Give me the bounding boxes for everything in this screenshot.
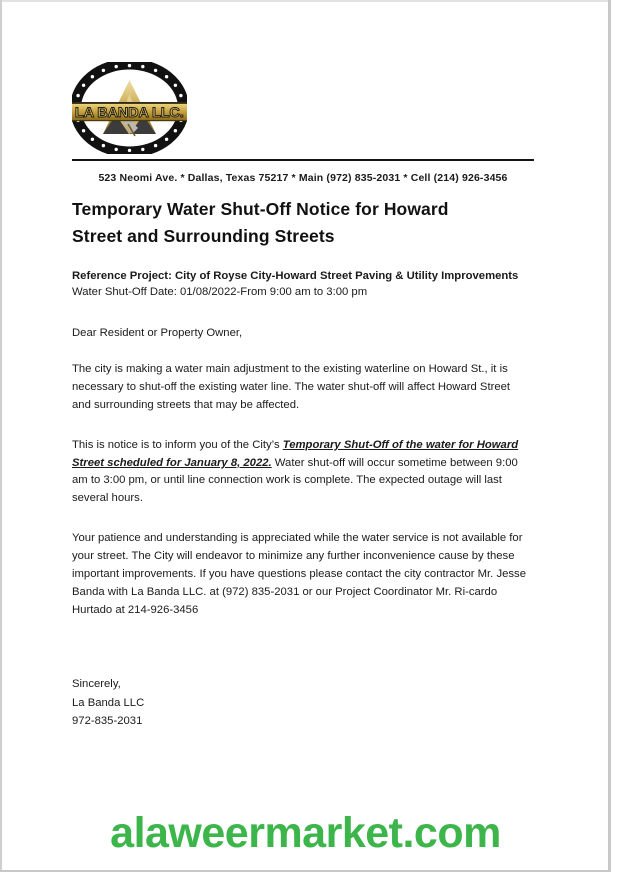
page-edge-left bbox=[0, 0, 2, 872]
body-paragraph-2 bbox=[72, 437, 530, 508]
company-logo bbox=[72, 62, 187, 154]
paragraph-2-before: This is notice is to inform you of the City’s bbox=[72, 438, 283, 451]
salutation: Dear Resident or Property Owner, bbox=[72, 327, 243, 340]
logo-banner bbox=[72, 103, 187, 121]
page-title bbox=[72, 196, 467, 249]
signature-closing: Sincerely, bbox=[72, 678, 121, 691]
signature-phone: 972-835-2031 bbox=[72, 714, 143, 727]
signature-block bbox=[72, 675, 534, 730]
page-edge-bottom bbox=[0, 870, 611, 872]
page-title-line2: Street and Surrounding Streets bbox=[72, 225, 335, 246]
site-watermark: alaweermarket.com bbox=[110, 809, 501, 857]
document-body bbox=[72, 196, 534, 730]
body-paragraph-3: Your patience and understanding is appreciated while the water service is not available for your street. The City will endeavor to minimize any further inconvenience cause by these important improvements. If you have questions please contact the city contractor Mr. Jesse Banda with La Banda LLC. at (972) 835-2031 or our Project Coordinator Mr. Ri-cardo Hurtado at 214-926-3456 bbox=[72, 532, 526, 616]
page-margin-right bbox=[611, 0, 617, 875]
paragraph-2-after: Water shut-off will occur sometime between 9:00 am to 3:00 pm, or until line connection work is complete. The expected outage will last several hours. bbox=[72, 456, 518, 505]
paragraph-2-emphasis: Temporary Shut-Off of the water for Howard Street scheduled for January 8, 2022. bbox=[72, 438, 519, 469]
signature-company: La Banda LLC bbox=[72, 696, 145, 709]
reference-block bbox=[72, 268, 534, 300]
reference-project-line: Reference Project: City of Royse City-Howard Street Paving & Utility Improvements bbox=[72, 270, 519, 283]
letterhead-divider bbox=[72, 159, 534, 161]
page-title-line1: Temporary Water Shut-Off Notice for Howard bbox=[72, 199, 449, 219]
logo-banner-text: LA BANDA LLC. bbox=[75, 104, 184, 120]
letterhead-address-line: 523 Neomi Ave. * Dallas, Texas 75217 * Main (972) 835-2031 * Cell (214) 926-3456 bbox=[98, 172, 508, 184]
reference-date-line: Water Shut-Off Date: 01/08/2022-From 9:00 am to 3:00 pm bbox=[72, 286, 368, 299]
body-paragraph-1: The city is making a water main adjustment to the existing waterline on Howard St., it is necessary to shut-off the existing water line. The water shut-off will affect Howard Street and surrounding streets that may be affected. bbox=[72, 363, 511, 411]
page-edge-top bbox=[0, 0, 611, 2]
